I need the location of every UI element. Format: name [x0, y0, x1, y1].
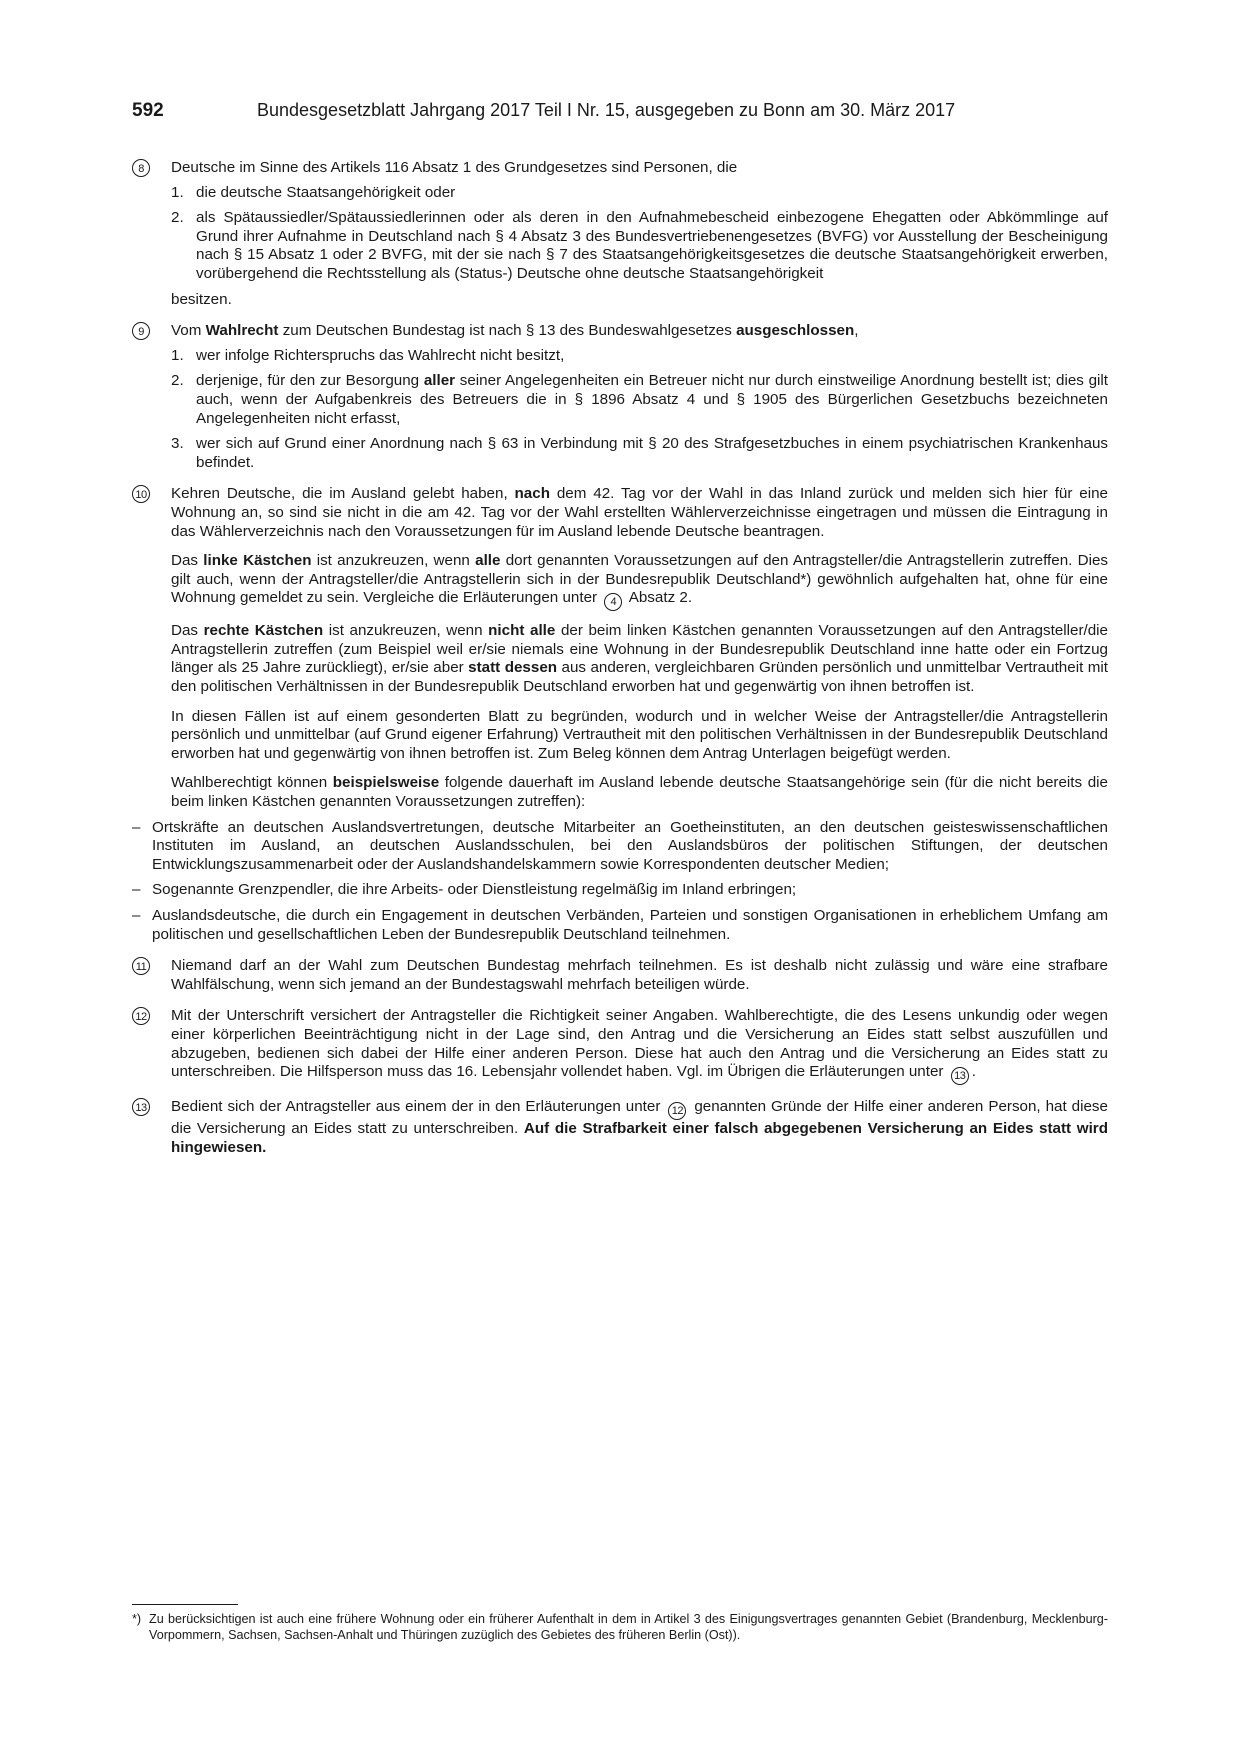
list-item: – Sogenannte Grenzpendler, die ihre Arbeits- oder Dienstleistung regelmäßig im Inland erbringen; [132, 881, 797, 899]
reference-number: 13 [951, 1067, 969, 1085]
footnote-mark: *) [132, 1612, 142, 1626]
note-13-text: Bedient sich der Antragsteller aus einem der in den Erläuterungen unter 12 genannten Gründe der Hilfe einer anderen Person, hat diese die Versicherung an Eides statt zu unterschreiben. Auf die Strafbarkeit einer falsch abgegebenen Versicherung an Eides statt wird hingewiesen. [171, 1098, 1108, 1156]
note-8-list [171, 184, 1108, 284]
page-content [132, 159, 1108, 1170]
running-head: Bundesgesetzblatt Jahrgang 2017 Teil I Nr. 15, ausgegeben zu Bonn am 30. März 2017 [257, 100, 956, 120]
footnote [132, 1611, 1108, 1643]
note-10-paragraph-5: Wahlberechtigt können beispielsweise folgende dauerhaft im Ausland lebende deutsche Staatsangehörige sein (für die nicht bereits die beim linken Kästchen genannten Voraussetzungen zutreffen): [171, 774, 1108, 811]
note-8-outro: besitzen. [171, 290, 232, 308]
note-9-intro: Vom Wahlrecht zum Deutschen Bundestag ist nach § 13 des Bundeswahlgesetzes ausgeschlossen, [171, 322, 859, 340]
note-10-paragraph-2: Das linke Kästchen ist anzukreuzen, wenn alle dort genannten Voraussetzungen auf den Antragsteller/die Antragstellerin zutreffen. Dies gilt auch, wenn der Antragsteller/die Antragstellerin sich in der Bundesrepublik Deutschland*) gewöhnlich aufgehalten hat, ohne für eine Wohnung gemeldet zu sein. Vergleiche die Erläuterungen unter 4 Absatz 2. [171, 552, 1108, 611]
reference-number: 4 [604, 593, 622, 611]
note-13 [132, 1098, 1108, 1157]
note-11 [132, 957, 1108, 994]
note-8-intro: Deutsche im Sinne des Artikels 116 Absatz 1 des Grundgesetzes sind Personen, die [171, 159, 738, 176]
note-number-12: 12 [132, 1007, 150, 1025]
list-item: 1. wer infolge Richterspruchs das Wahlrecht nicht besitzt, [171, 346, 565, 364]
note-number-10: 10 [132, 485, 150, 503]
list-item: – Ortskräfte an deutschen Auslandsvertretungen, deutsche Mitarbeiter an Goetheinstituten, an den deutschen geisteswissenschaftlichen Instituten im Ausland, an deutschen Auslandsschulen, bei den Auslandsbüros der politischen Stiftungen, der deutschen Entwicklungszusammenarbeit oder der Auslandshandelskammern sowie Korrespondenten deutscher Medien; [132, 818, 1108, 873]
note-10-dash-list [132, 819, 1108, 945]
list-item: 2. als Spätaussiedler/Spätaussiedlerinnen oder als deren in den Aufnahmebescheid einbezogene Ehegatten oder Abkömmlinge auf Grund ihrer Aufnahme in Deutschland nach § 4 Absatz 3 des Bundesvertriebenengesetzes (BVFG) vor Ausstellung der Bescheinigung nach § 15 Absatz 1 oder 2 BVFG, mit der sie nach § 7 des Staatsangehörigkeitsgesetzes die deutsche Staatsangehörigkeit erwerben, vorübergehend die Rechtsstellung als (Status-) Deutsche ohne deutsche Staatsangehörigkeit [171, 209, 1108, 282]
page-header [132, 100, 1108, 130]
list-item: 1. die deutsche Staatsangehörigkeit oder [171, 183, 456, 201]
note-number-9: 9 [132, 322, 150, 340]
list-item: 2. derjenige, für den zur Besorgung aller seiner Angelegenheiten ein Betreuer nicht nur durch einstweilige Anordnung bestellt ist; dies gilt auch, wenn der Aufgabenkreis des Betreuers die in § 1896 Absatz 4 und § 1905 des Bürgerlichen Gesetzbuchs bezeichneten Angelegenheiten nicht erfasst, [171, 372, 1108, 427]
note-9 [132, 322, 1108, 472]
reference-number: 12 [668, 1102, 686, 1120]
list-item: 3. wer sich auf Grund einer Anordnung nach § 63 in Verbindung mit § 20 des Strafgesetzbuches in einem psychiatrischen Krankenhaus befindet. [171, 435, 1108, 471]
page-number: 592 [132, 100, 164, 121]
note-12-text: Mit der Unterschrift versichert der Antragsteller die Richtigkeit seiner Angaben. Wahlberechtigte, die des Lesens unkundig oder wegen einer körperlichen Beeinträchtigung nicht in der Lage sind, den Antrag und die Versicherung an Eides statt selbst auszufüllen und abzugeben, bedienen sich dabei der Hilfe einer anderen Person. Diese hat auch den Antrag und die Versicherung an Eides statt zu unterschreiben. Die Hilfsperson muss das 16. Lebensjahr vollendet haben. Vgl. im Übrigen die Erläuterungen unter 13 . [171, 1007, 1108, 1085]
note-number-11: 11 [132, 957, 150, 975]
list-item: – Auslandsdeutsche, die durch ein Engagement in deutschen Verbänden, Parteien und sonstigen Organisationen in erheblichem Umfang am politischen und gesellschaftlichen Leben der Bundesrepublik Deutschland teilnehmen. [132, 907, 1108, 943]
note-10-paragraph-3: Das rechte Kästchen ist anzukreuzen, wenn nicht alle der beim linken Kästchen genannten Voraussetzungen auf den Antragsteller/die Antragstellerin zutreffen (zum Beispiel weil er/sie niemals eine Wohnung in der Bundesrepublik Deutschland inne hatte oder ein Fortzug länger als 25 Jahre zurückliegt), er/sie aber statt dessen aus anderen, vergleichbaren Gründen persönlich und unmittelbar Vertrautheit mit den politischen Verhältnissen in der Bundesrepublik Deutschland erworben hat und gegenwärtig von ihnen betroffen ist. [171, 622, 1108, 696]
note-number-8: 8 [132, 159, 150, 177]
note-9-list [171, 347, 1108, 473]
note-10-paragraph-4: In diesen Fällen ist auf einem gesonderten Blatt zu begründen, wodurch und in welcher Weise der Antragsteller/die Antragstellerin persönlich und unmittelbar (auf Grund eigener Erfahrung) Vertrautheit mit den politischen Verhältnissen in der Bundesrepublik Deutschland erworben hat und gegenwärtig von ihnen betroffen ist. Zum Beleg können dem Antrag Unterlagen beigefügt werden. [171, 707, 1108, 762]
note-11-text: Niemand darf an der Wahl zum Deutschen Bundestag mehrfach teilnehmen. Es ist deshalb nicht zulässig und wäre eine strafbare Wahlfälschung, wenn sich jemand an der Bundestagswahl mehrfach beteiligen würde. [171, 957, 1108, 993]
note-8 [132, 159, 1108, 309]
note-10 [132, 485, 1108, 944]
note-12 [132, 1007, 1108, 1085]
footnote-text: Zu berücksichtigen ist auch eine frühere Wohnung oder ein früherer Aufenthalt in dem in Artikel 3 des Einigungsvertrages genannten Gebiet (Brandenburg, Mecklenburg-Vorpommern, Sachsen, Sachsen-Anhalt und Thüringen zuzüglich des Gebietes des früheren Berlin (Ost)). [149, 1612, 1108, 1642]
note-number-13: 13 [132, 1098, 150, 1116]
footnote-rule [132, 1604, 238, 1605]
note-10-paragraph-1: Kehren Deutsche, die im Ausland gelebt haben, nach dem 42. Tag vor der Wahl in das Inland zurück und melden sich hier für eine Wohnung an, so sind sie nicht in die am 42. Tag vor der Wahl erstellten Wählerverzeichnisse eingetragen und müssen die Eintragung in das Wählerverzeichnis nach den Voraussetzungen für im Ausland lebende Deutsche beantragen. [171, 485, 1109, 540]
